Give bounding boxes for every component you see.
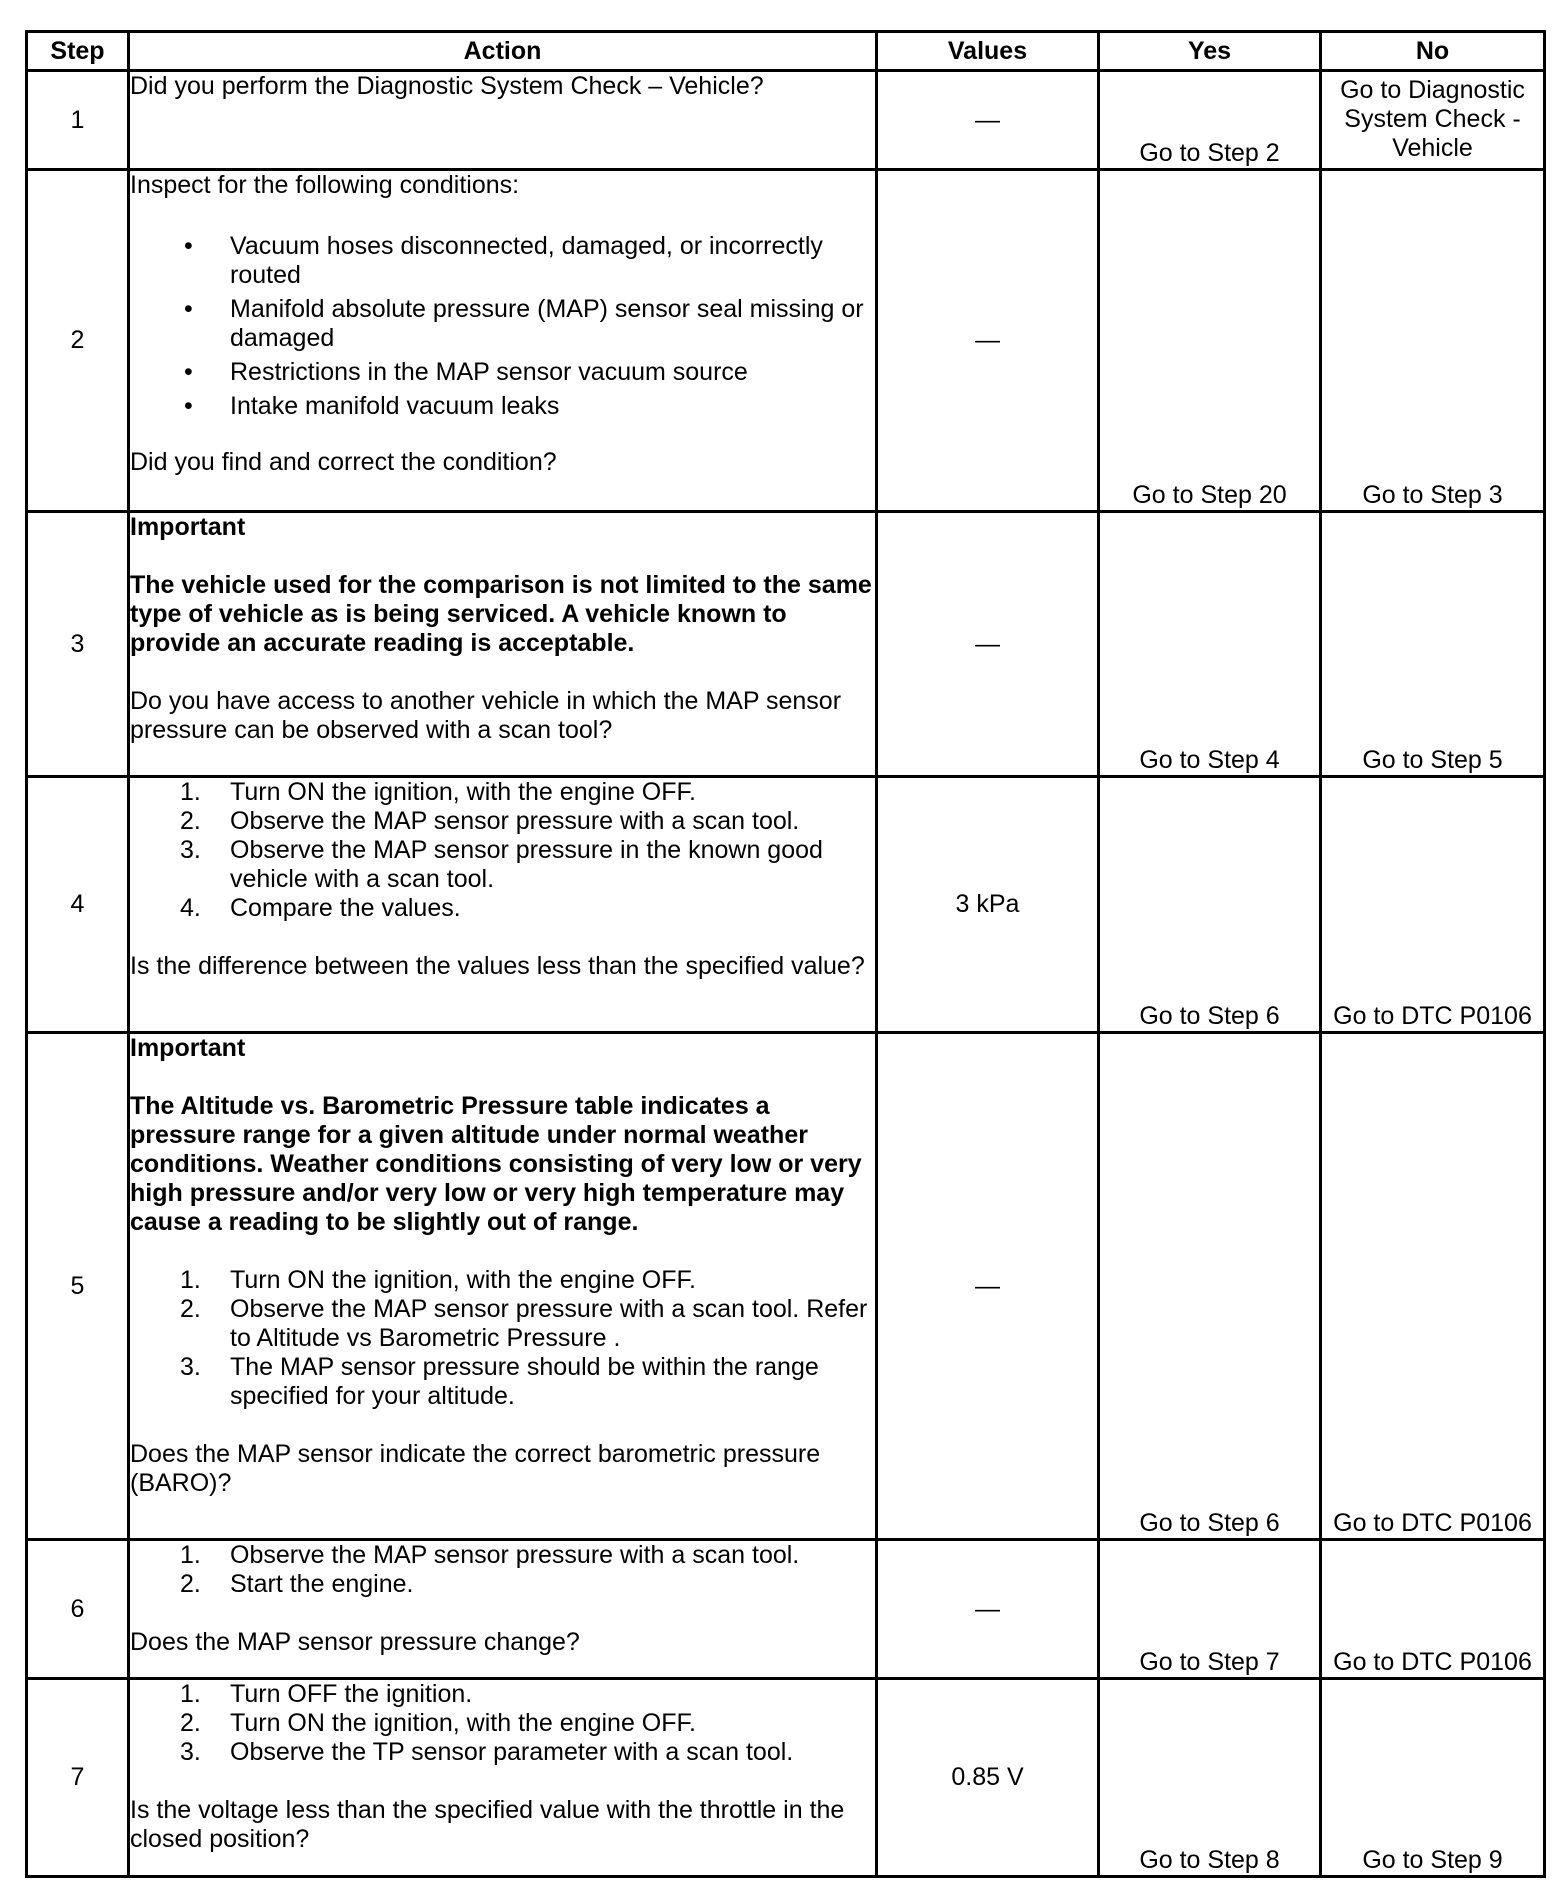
- no-cell: Go to Diagnostic System Check - Vehicle: [1321, 71, 1545, 170]
- list-item: • Intake manifold vacuum leaks: [130, 392, 875, 421]
- list-item: • Vacuum hoses disconnected, damaged, or incorrectly routed: [130, 232, 875, 290]
- list-item: • Manifold absolute pressure (MAP) sensor seal missing or damaged: [130, 295, 875, 353]
- header-action: Action: [129, 32, 877, 71]
- step-number: 4: [27, 777, 129, 1033]
- yes-cell: Go to Step 4: [1099, 512, 1321, 777]
- action-question: Does the MAP sensor pressure change?: [130, 1628, 580, 1656]
- action-cell: [129, 1679, 877, 1877]
- list-item: 1. Turn ON the ignition, with the engine OFF.: [180, 1266, 696, 1294]
- procedure-list: [130, 1541, 875, 1599]
- yes-cell: Go to Step 7: [1099, 1540, 1321, 1679]
- yes-cell: Go to Step 6: [1099, 777, 1321, 1033]
- action-cell: [129, 1033, 877, 1540]
- table-row: [27, 1033, 1545, 1540]
- action-question: Do you have access to another vehicle in which the MAP sensor pressure can be observed with a scan tool?: [130, 687, 842, 744]
- yes-cell: Go to Step 2: [1099, 71, 1321, 170]
- table-row: [27, 71, 1545, 170]
- important-label: Important: [130, 513, 246, 541]
- diagnostic-table: [25, 30, 1546, 1878]
- step-number: 6: [27, 1540, 129, 1679]
- header-values: Values: [877, 32, 1099, 71]
- procedure-list: [130, 778, 875, 923]
- no-cell: Go to DTC P0106: [1321, 1540, 1545, 1679]
- action-question: Is the difference between the values less than the specified value?: [130, 952, 865, 980]
- header-step: Step: [27, 32, 129, 71]
- action-question: Did you perform the Diagnostic System Check – Vehicle?: [130, 72, 764, 100]
- action-cell: [129, 71, 877, 170]
- no-cell: Go to Step 9: [1321, 1679, 1545, 1877]
- important-note: The vehicle used for the comparison is not limited to the same type of vehicle as is being serviced. A vehicle known to provide an accurate reading is acceptable.: [130, 571, 872, 657]
- value-cell: —: [877, 71, 1099, 170]
- step-number: 2: [27, 170, 129, 512]
- action-question: Does the MAP sensor indicate the correct barometric pressure (BARO)?: [130, 1440, 821, 1497]
- procedure-list: [130, 1266, 875, 1411]
- header-no: No: [1321, 32, 1545, 71]
- header-yes: Yes: [1099, 32, 1321, 71]
- value-cell: 3 kPa: [877, 777, 1099, 1033]
- list-item: 4. Compare the values.: [180, 894, 461, 922]
- list-item: 3. The MAP sensor pressure should be within the range specified for your altitude.: [180, 1353, 819, 1410]
- table-row: [27, 777, 1545, 1033]
- value-cell: —: [877, 170, 1099, 512]
- procedure-list: [130, 1680, 875, 1767]
- important-label: Important: [130, 1034, 246, 1062]
- list-item: 2. Observe the MAP sensor pressure with a scan tool. Refer to Altitude vs Barometric Pressure .: [180, 1295, 868, 1352]
- table-row: [27, 170, 1545, 512]
- list-item: • Restrictions in the MAP sensor vacuum source: [130, 358, 875, 387]
- list-item: 3. Observe the TP sensor parameter with a scan tool.: [180, 1738, 794, 1766]
- action-cell: [129, 777, 877, 1033]
- list-item: 2. Observe the MAP sensor pressure with a scan tool.: [180, 807, 800, 835]
- table-row: [27, 1679, 1545, 1877]
- yes-cell: Go to Step 8: [1099, 1679, 1321, 1877]
- action-cell: [129, 170, 877, 512]
- action-cell: [129, 1540, 877, 1679]
- step-number: 1: [27, 71, 129, 170]
- yes-cell: Go to Step 6: [1099, 1033, 1321, 1540]
- list-item: 2. Start the engine.: [180, 1570, 414, 1598]
- important-note: The Altitude vs. Barometric Pressure table indicates a pressure range for a given altitude under normal weather conditions. Weather conditions consisting of very low or very high pressure and/or very low or very high temperature may cause a reading to be slightly out of range.: [130, 1092, 862, 1236]
- step-number: 7: [27, 1679, 129, 1877]
- list-item: 2. Turn ON the ignition, with the engine OFF.: [180, 1709, 696, 1737]
- condition-list: [130, 232, 875, 421]
- value-cell: —: [877, 512, 1099, 777]
- list-item: 1. Observe the MAP sensor pressure with a scan tool.: [180, 1541, 800, 1569]
- no-cell: Go to DTC P0106: [1321, 1033, 1545, 1540]
- step-number: 3: [27, 512, 129, 777]
- list-item: 3. Observe the MAP sensor pressure in the known good vehicle with a scan tool.: [180, 836, 823, 893]
- no-cell: Go to DTC P0106: [1321, 777, 1545, 1033]
- value-cell: —: [877, 1033, 1099, 1540]
- action-question: Did you find and correct the condition?: [130, 448, 557, 476]
- value-cell: —: [877, 1540, 1099, 1679]
- action-intro: Inspect for the following conditions:: [130, 171, 520, 199]
- header-row: [27, 32, 1545, 71]
- yes-cell: Go to Step 20: [1099, 170, 1321, 512]
- no-cell: Go to Step 3: [1321, 170, 1545, 512]
- value-cell: 0.85 V: [877, 1679, 1099, 1877]
- step-number: 5: [27, 1033, 129, 1540]
- list-item: 1. Turn ON the ignition, with the engine OFF.: [180, 778, 696, 806]
- no-cell: Go to Step 5: [1321, 512, 1545, 777]
- action-cell: [129, 512, 877, 777]
- action-question: Is the voltage less than the specified value with the throttle in the closed position?: [130, 1796, 845, 1853]
- list-item: 1. Turn OFF the ignition.: [180, 1680, 473, 1708]
- table-row: [27, 1540, 1545, 1679]
- table-row: [27, 512, 1545, 777]
